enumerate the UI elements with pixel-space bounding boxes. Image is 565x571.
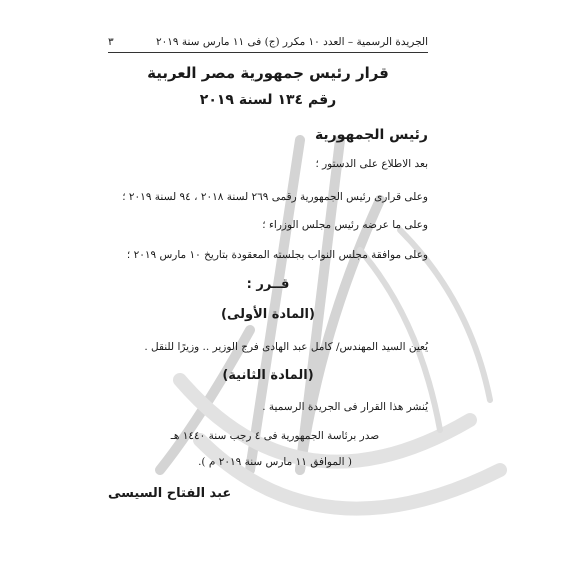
preamble-line-1: بعد الاطلاع على الدستور ؛ [315,158,428,170]
issued-date-gregorian: ( الموافق ١١ مارس سنة ٢٠١٩ م ). [198,456,352,468]
header-divider [108,52,428,53]
preamble-line-3: وعلى ما عرضه رئيس مجلس الوزراء ؛ [262,219,428,231]
article-1-text: يُعين السيد المهندس/ كامل عبد الهادى فرج الوزير .. وزيرًا للنقل . [144,341,428,353]
decree-number: رقم ١٣٤ لسنة ٢٠١٩ [199,92,337,108]
article-1-heading: (المادة الأولى) [221,307,315,322]
decree-title: قرار رئيس جمهورية مصر العربية [147,64,389,82]
article-2-heading: (المادة الثانية) [222,368,314,383]
article-2-text: يُنشر هذا القرار فى الجريدة الرسمية . [262,401,428,413]
preamble-line-2: وعلى قرارى رئيس الجمهورية رقمى ٢٦٩ لسنة ٢٠١٨ ، ٩٤ لسنة ٢٠١٩ ؛ [122,191,428,203]
journal-title: الجريدة الرسمية – العدد ١٠ مكرر (ج) فى ١١ مارس سنة ٢٠١٩ [155,36,428,48]
decided-heading: قــرر : [246,277,290,292]
preamble-line-4: وعلى موافقة مجلس النواب بجلسته المعقودة بتاريخ ١٠ مارس ٢٠١٩ ؛ [126,249,428,261]
journal-header [108,34,428,50]
decree-issuer: رئيس الجمهورية [314,127,428,143]
page-number: ٣ [108,36,114,48]
issued-date-hijri: صدر برئاسة الجمهورية فى ٤ رجب سنة ١٤٤٠ هـ [170,430,380,442]
signature: عبد الفتاح السيسى [108,486,232,501]
